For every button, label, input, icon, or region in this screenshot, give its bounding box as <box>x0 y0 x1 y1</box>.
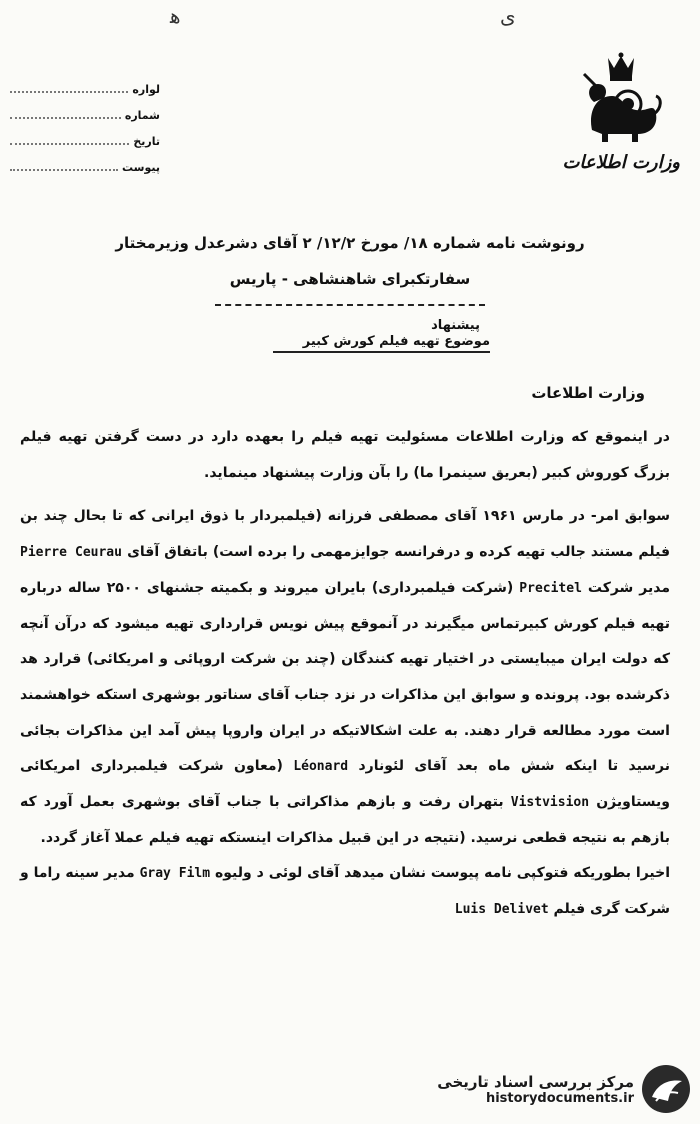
text-run: مدیر شرکت <box>587 579 671 596</box>
letter-body <box>20 420 670 928</box>
field-blank-line <box>10 169 118 171</box>
watermark-name: مرکز بررسی اسناد تاریخی <box>437 1072 634 1091</box>
text-run: (شرکت فیلمبرداری) بایران میروند و بکمیته جشنهای ۲۵۰۰ ساله درباره تهیه فیلم کورش کبیرتماس میگیرند در آنموقع پیش نویس قرارداری تهیه میشود که درآن آنچه که دولت ایران میبایستی در اختیار تهیه کنندگان (چند بن شرکت اروپائی و امریکائی) قرارد هد ذکرشده بود. پرونده و سوابق این مذاکرات در نزد جناب آقای سناتور بوشهری استکه خواهشمند است مورد مطالعه قرار دهند. به علت اشکالاتیکه در ایران واروپا پیش آمد این مذاکرات بجائی نرسید تا اینکه شش ماه بعد آقای لئونارد <box>20 579 671 775</box>
letterhead-fields <box>10 76 160 180</box>
company-name: Vistvision <box>510 795 590 811</box>
addressee: وزارت اطلاعات <box>531 384 645 402</box>
corner-mark-left: ﻫ <box>170 4 181 28</box>
field-label: تاریخ <box>133 134 160 148</box>
field-row <box>10 154 160 180</box>
reference-recipient: سفارتکبرای شاهنشاهی - پاریس <box>229 270 471 288</box>
field-label: لواره <box>132 82 160 96</box>
ministry-title: وزارت اطلاعات <box>562 152 680 173</box>
field-blank-line <box>10 91 128 93</box>
person-name: Pierre Ceurau <box>20 545 122 561</box>
field-row <box>10 102 160 128</box>
paragraph <box>20 499 670 856</box>
text-run: سوابق امر- در مارس ۱۹۶۱ آقای مصطفی فرزانه (فیلمبردار با ذوق ایرانی که تا بحال چند بن فیلم مستند جالب تهیه کرده و درفرانسه جوایزمهمی را برده است) باتفاق آقای <box>20 508 670 561</box>
person-name: Léonard <box>293 759 349 775</box>
text-run: بتهران رفت و بازهم مذاکراتی با جناب آقای بوشهری بعمل آورد که بازهم به نتیجه قطعی نرسید. (نتیجه در این قبیل مذاکرات اینستکه تهیه فیلم عملا آغاز گردد. <box>20 794 670 846</box>
watermark-url: historydocuments.ir <box>485 1090 634 1106</box>
subject-line: موضوع تهیه فیلم کورش کبیر <box>273 334 490 353</box>
field-row <box>10 128 160 154</box>
reference-line: رونوشت نامه شماره ۱۸/ مورخ ۱۲/۲/ ۲ آقای دشرعدل وزیرمختار <box>115 234 585 252</box>
field-label: شماره <box>124 108 160 122</box>
field-label: پیوست <box>122 160 160 174</box>
proposal-label: پیشنهاد <box>431 318 480 333</box>
text-run: اخیرا بطوریکه فتوکپی نامه پیوست نشان میدهد آقای لوئی د ولیوه <box>215 865 671 882</box>
text-run: مدیر سینه راما و شرکت گری فیلم <box>20 865 670 918</box>
lion-and-sun-emblem-icon <box>578 52 664 146</box>
paragraph <box>20 856 670 927</box>
field-row <box>10 76 160 102</box>
corner-mark-right: ﻯ <box>500 4 516 28</box>
text-run: (معاون شرکت فیلمبرداری امریکائی ویستاویژن <box>20 758 671 811</box>
company-name: Precitel <box>519 580 582 596</box>
paragraph: در اینموقع که وزارت اطلاعات مسئولیت تهیه فیلم را بعهده دارد در دست گرفتن تهیه فیلم بزرگ کوروش کبیر (بعریق سینمرا ما) را بآن وزارت پیشنهاد مینماید. <box>20 429 670 481</box>
field-blank-line <box>10 117 121 119</box>
field-blank-line <box>10 143 129 145</box>
person-name: Luis Delivet <box>454 902 549 918</box>
separator-rule <box>215 304 485 306</box>
archive-watermark <box>402 1060 692 1118</box>
archive-logo-icon <box>640 1063 692 1115</box>
company-name: Gray Film <box>139 866 211 882</box>
